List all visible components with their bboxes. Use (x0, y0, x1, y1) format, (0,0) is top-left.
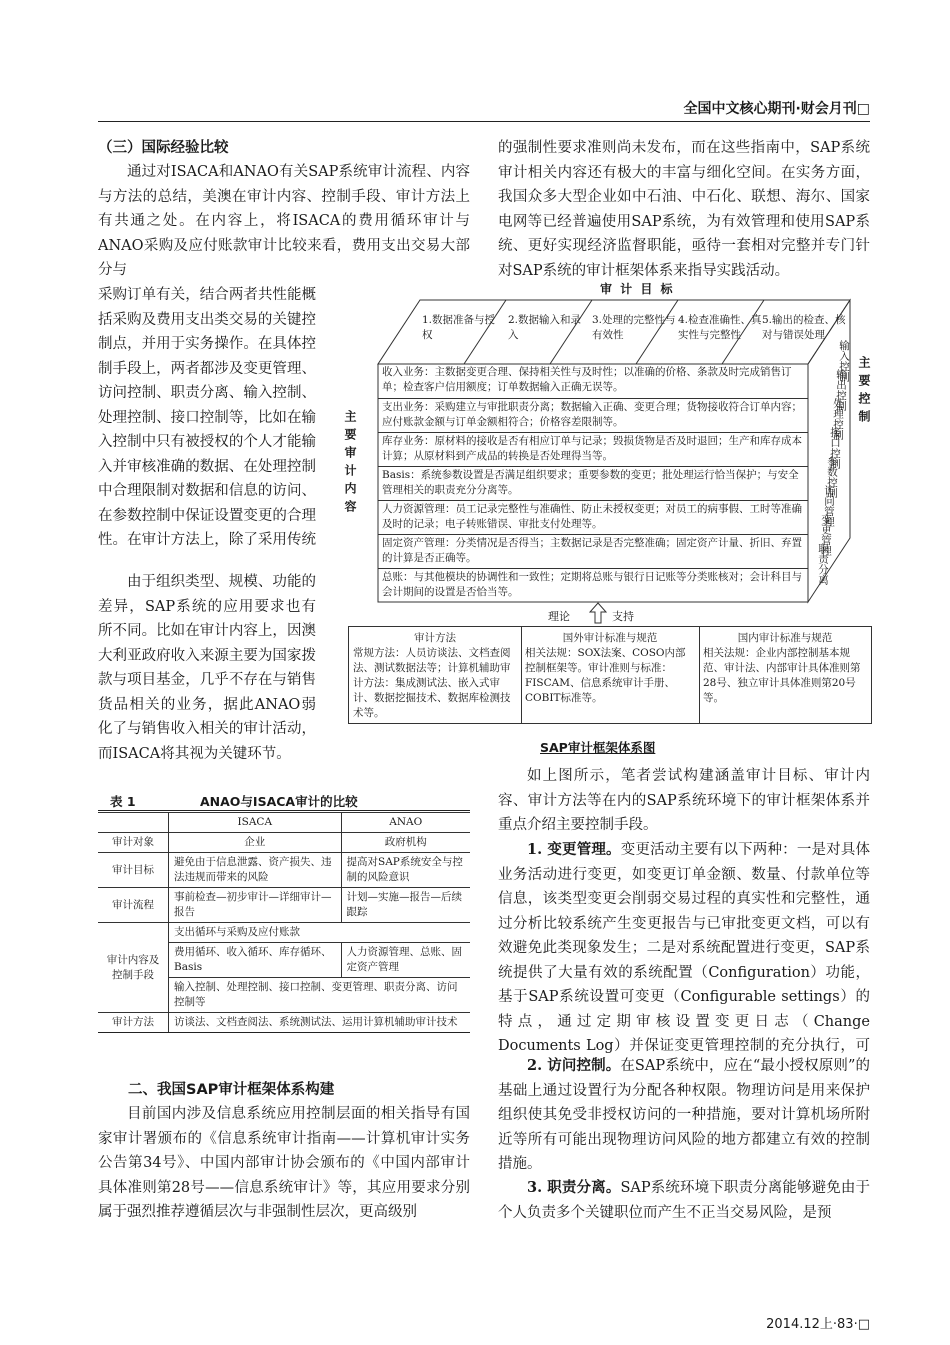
domestic-standards-box (699, 627, 871, 723)
audit-content-row: 总账：与其他模块的协调性和一致性；定期将总账与银行日记账等分类账核对；会计科目与会计期间的设置是否恰当等。 (378, 568, 808, 602)
domestic-standards-title: 国内审计标准与规范 (737, 632, 833, 644)
table-cell: 审计对象 (98, 833, 169, 853)
control-label: 职责分离 (817, 543, 829, 585)
foreign-standards-title: 国外审计标准与规范 (562, 632, 658, 644)
control-label: 参数控制 (826, 456, 838, 498)
controls-side (808, 340, 850, 610)
control-label: 处理控制 (832, 398, 844, 440)
table-row (98, 888, 470, 923)
para-standards: 的强制性要求准则尚未发布，而在这些指南中，SAP系统审计相关内容还有极大的丰富与细化空间。在实务方面，我国众多大型企业如中石油、中石化、联想、海尔、国家电网等已经普遍使用SAP系统，为有效管理和使用SAP系统、更好实现经济监督职能，亟待一套相对完整并专门针对SAP系统的审计框架体系来指导实践活动。 (498, 140, 870, 279)
foreign-standards-box (521, 627, 700, 723)
table-row (98, 1013, 470, 1033)
page-footer: 2014.12上·83·□ (766, 1317, 870, 1332)
audit-content-row: 收入业务：主数据变更合理、保持相关性与及时性；以准确的价格、条款及时完成销售订单；检查客户信用额度；订单数据输入正确无误等。 (382, 366, 792, 393)
domestic-standards-text: 相关法规：企业内部控制基本规范、审计法、内部审计具体准则第28号、独立审计具体准则第20号等。 (703, 647, 861, 704)
para-access-control: 2. 访问控制。在SAP系统中，应在“最小授权原则”的基础上通过设置行为分配各种权限。物理访问是用来保护组织使其免受非授权访问的一种措施，要对计算机场所附近等所有可能出现物理访问风险的地方都建立有效的控制措施。 (498, 1057, 870, 1172)
table-top-rule (98, 810, 470, 811)
table-cell: 支出循环与采购及应付账款 (169, 923, 471, 943)
table-cell: 审计内容及控制手段 (98, 923, 169, 1013)
up-arrow-icon (588, 602, 608, 624)
section-title-framework: 二、我国SAP审计框架体系构建 (128, 1082, 335, 1098)
audit-content-row: 人力资源管理：员工记录完整性与准确性、防止未授权变更；对员工的病事假、工时等准确及时的记录；电子转账错误、审批支付处理等。 (378, 500, 808, 534)
methods-box (349, 627, 522, 723)
goal-3: 3.处理的完整性与有效性 (592, 314, 676, 341)
audit-content-row: 库存业务：原材料的接收是否有相应订单与记录；毁损货物是否及时退回；生产和库存成本计算；从原材料到产成品的转换是否处理得当等。 (378, 432, 808, 466)
access-control-lead: 2. 访问控制。 (527, 1057, 621, 1074)
table-header-cell: ANAO (341, 813, 470, 833)
table-number: 表 1 (110, 794, 136, 809)
table-title: ANAO与ISACA审计的比较 (200, 794, 358, 809)
audit-content-row: 支出业务：采购建立与审批职责分离；数据输入正确、变更合理；货物接收符合订单内容；应付账款金额与订单金额相符合；价格容差限制等。 (378, 398, 808, 432)
segregation-lead: 3. 职责分离。 (527, 1179, 621, 1196)
table-cell (98, 813, 169, 833)
foreign-standards-text: 相关法规：SOX法案、COSO内部控制框架等。审计准则与标准：FISCAM、信息系统审计手册、COBIT标准等。 (525, 647, 686, 704)
para-summary-top: 通过对ISACA和ANAO有关SAP系统审计流程、内容与方法的总结，美澳在审计内容、控制手段、审计方法上有共通之处。在内容上，将ISACA的费用循环审计与ANAO采购及应付账款审计比较来看，费用支出交易大部分与 (98, 164, 470, 278)
table-cell: 政府机构 (341, 833, 470, 853)
table-cell: 输入控制、处理控制、接口控制、变更管理、职责分离、访问控制等 (169, 978, 471, 1013)
table-cell: 提高对SAP系统安全与控制的风险意识 (341, 853, 470, 888)
para-change-mgmt: 1. 变更管理。变更活动主要有以下两种：一是对具体业务活动进行变更，如变更订单金额、数量、付款单位等信息，该类型变更会削弱交易过程的真实性和完整性，通过分析比较系统产生变更报告与已审批变更文档，可以有效避免此类现象发生；二是对系统配置进行变更，SAP系统提供了大量有效的系统配置（Configuration）功能，基于SAP系统设置可变更（Configurable settings）的特点，通过定期审核设置变更日志（Change Documents Log）并保证变更管理控制的充分执行，可 (498, 841, 870, 1054)
table-row (98, 833, 470, 853)
audit-content-row: 固定资产管理：分类情况是否得当；主数据记录是否完整准确；固定资产计量、折旧、弃置的计算是否正确等。 (378, 534, 808, 568)
control-label: 输出控制 (835, 369, 847, 411)
main-controls-label: 主要控制 (857, 356, 871, 428)
table-cell: 避免由于信息泄露、资产损失、违法违规而带来的风险 (169, 853, 342, 888)
comparison-table (98, 812, 470, 1033)
audit-content-label: 主要审计内容 (343, 410, 357, 518)
control-label: 变更管理 (820, 514, 832, 556)
methods-text: 常规方法：人员访谈法、文档查阅法、测试数据法等；计算机辅助审计方法：集成测试法、嵌入式审计、数据挖掘技术、数据库检测技术等。 (353, 647, 511, 719)
para-org-diff: 由于组织类型、规模、功能的差异，SAP系统的应用要求也有所不同。比如在审计内容上，因澳大利亚政府收入来源主要为国家拨款与项目基金，几乎不存在与销售货品相关的业务，据此ANAO弱化了与销售收入相关的审计活动，而ISACA将其视为关键环节。 (98, 574, 316, 762)
theory-label: 理论 (548, 610, 570, 623)
table-row (98, 813, 470, 833)
table-cell: 审计目标 (98, 853, 169, 888)
table-cell: 计划—实施—报告—后续跟踪 (341, 888, 470, 923)
support-label: 支持 (612, 610, 634, 623)
control-label: 接口控制 (829, 427, 841, 469)
section-title-international: （三）国际经验比较 (98, 140, 229, 156)
para-segregation: 3. 职责分离。SAP系统环境下职责分离能够避免由于个人负责多个关键职位而产生不正当交易风险，是预 (498, 1179, 870, 1221)
control-label: 输入控制 (838, 340, 850, 382)
table-cell: 事前检查—初步审计—详细审计—报告 (169, 888, 342, 923)
goal-4: 4.检查准确性、真实性与完整性 (678, 314, 762, 341)
methods-title: 审计方法 (414, 632, 456, 644)
control-label: 访问管理 (823, 485, 835, 527)
sap-audit-framework-figure (330, 280, 870, 740)
para-figure-intro: 如上图所示，笔者尝试构建涵盖审计目标、审计内容、审计方法等在内的SAP系统环境下的审计框架体系并重点介绍主要控制手段。 (498, 768, 870, 833)
table-cell: 人力资源管理、总账、固定资产管理 (341, 943, 470, 978)
goal-1: 1.数据准备与授权 (422, 314, 496, 341)
para-summary-rest: 采购订单有关，结合两者共性能概括采购及费用支出类交易的关键控制点，并用于实务操作。在具体控制手段上，两者都涉及变更管理、访问控制、职责分离、输入控制、处理控制、接口控制等，比如在输入控制中只有被授权的个人才能输入并审核准确的数据、在处理控制中合理限制对数据和信息的访问、在参数控制中保证设置变更的合理性。在审计方法上，除了采用传统 (98, 287, 316, 548)
table-cell: 审计方法 (98, 1013, 169, 1033)
figure-caption: SAP审计框架体系图 (540, 740, 656, 755)
goal-5: 5.输出的检查、核对与错误处理 (762, 314, 846, 341)
journal-header: 全国中文核心期刊·财会月刊□ (683, 101, 870, 117)
foundation-boxes (348, 626, 872, 724)
audit-content-row: Basis：系统参数设置是否满足组织要求；重要参数的变更；批处理运行恰当保护；与安全管理相关的职责充分分离等。 (378, 466, 808, 500)
para-domestic-guidance: 目前国内涉及信息系统应用控制层面的相关指导有国家审计署颁布的《信息系统审计指南——计算机审计实务公告第34号》、中国内部审计协会颁布的《中国内部审计具体准则第28号——信息系统审计》等，其应用要求分别属于强烈推荐遵循层次与非强制性层次，更高级别 (98, 1106, 470, 1220)
table-cell: 访谈法、文档查阅法、系统测试法、运用计算机辅助审计技术 (169, 1013, 471, 1033)
table-cell: 企业 (169, 833, 342, 853)
change-mgmt-lead: 1. 变更管理。 (527, 841, 621, 858)
table-row (98, 923, 470, 943)
table-cell: 审计流程 (98, 888, 169, 923)
header-rule (98, 121, 870, 122)
table-header-cell: ISACA (169, 813, 342, 833)
table-cell: 费用循环、收入循环、库存循环、Basis (169, 943, 342, 978)
audit-content-rows (378, 364, 808, 602)
goal-2: 2.数据输入和录入 (508, 314, 582, 341)
table-row (98, 853, 470, 888)
audit-goals-label: 审 计 目 标 (600, 282, 675, 296)
